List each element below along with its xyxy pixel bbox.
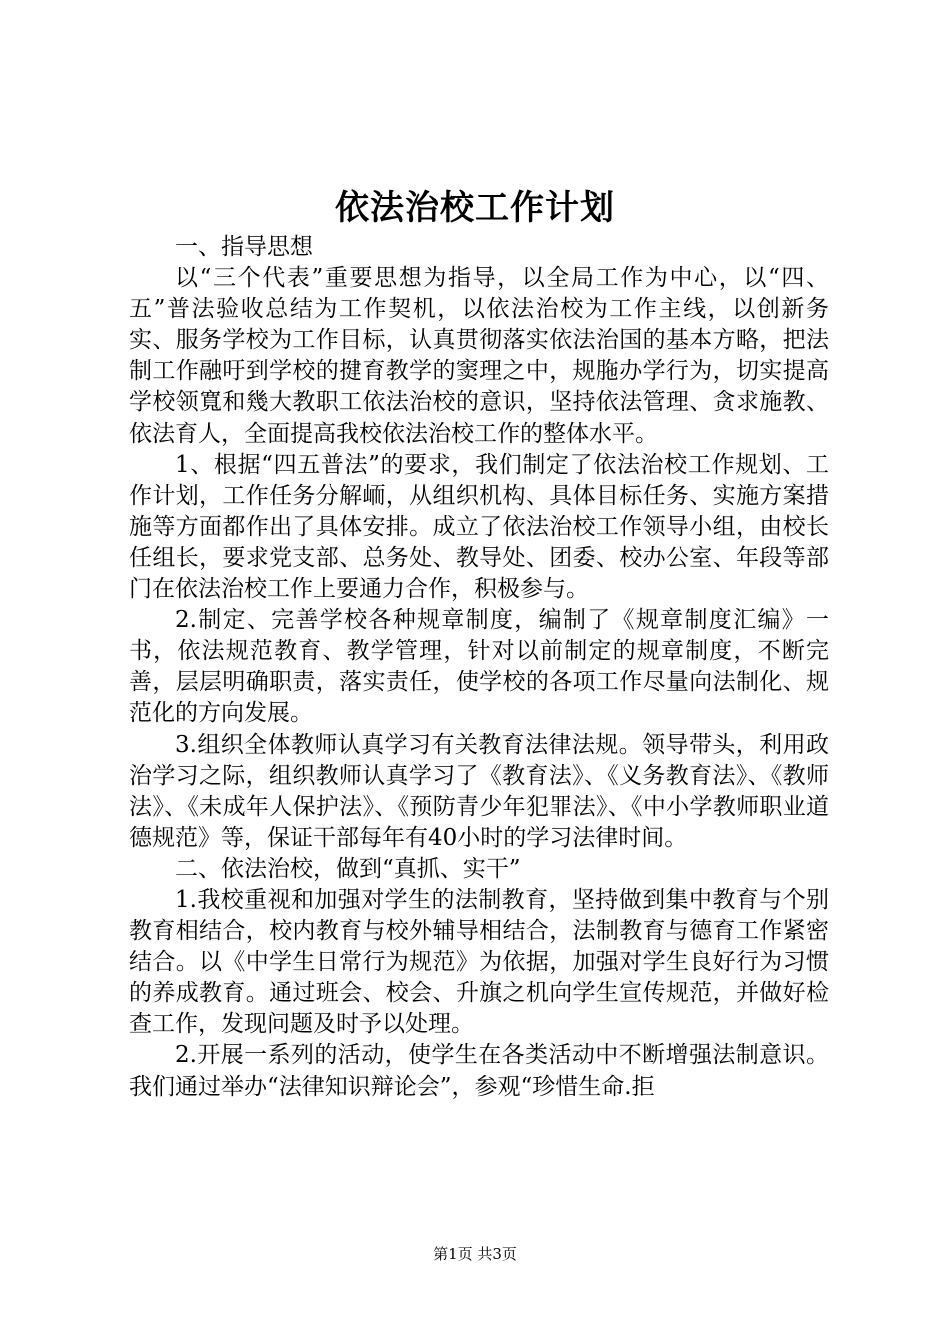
paragraph: 2.开展一系列的活动，使学生在各类活动中不断增强法制意识。我们通过举办“法律知识辩论会”，参观“珍惜生命.拒 xyxy=(129,1042,829,1100)
paragraph: 1、根据“四五普法”的要求，我们制定了依法治校工作规划、工作计划，工作任务分解峏，从组织机构、具体目标任务、实施方案措施等方面都作出了具体安排。成立了依法治校工作领导小组，由校长任组长，要求党支部、总务处、教导处、团委、校办公室、年段等部门在依法治校工作上要通力合作，积极参与。 xyxy=(129,451,829,603)
document-body xyxy=(129,232,829,1103)
paragraph: 3.组织全体教师认真学习有关教育法律法规。领导带头，利用政治学习之际，组织教师认真学习了《教育法》、《义务教育法》、《教师法》、《未成年人保护法》、《预防青少年犯罪法》、《中小学教师职业道德规范》等，保证干部每年有40小时的学习法律时间。 xyxy=(129,731,829,851)
paragraph: 1.我校重视和加强对学生的法制教育，坚持做到集中教育与个别教育相结合，校内教育与校外辅导相结合，法制教育与德育工作紧密结合。以《中学生日常行为规范》为依据，加强对学生良好行为习惯的养成教育。通过班会、校会、升旗之机向学生宣传规范，并做好检查工作，发现问题及时予以处理。 xyxy=(129,886,829,1038)
paragraph: 以“三个代表”重要思想为指导，以全局工作为中心，以“四、五”普法验收总结为工作契机，以依法治校为工作主线，以创新务实、服务学校为工作目标，认真贯彻落实依法治国的基本方略，把法制工作融吁到学校的揵育教学的窦理之中，规胣办学行为，切实提高学校领寬和幾大教职工依法治校的意识，坚持依法管理、贪求施教、依法育人，全面提高我校依法治校工作的整体水平。 xyxy=(129,265,829,447)
section-heading: 二、依法治校，做到“真抓、实干” xyxy=(175,855,521,882)
document-title: 依法治校工作计划 xyxy=(335,188,615,228)
paragraph: 2.制定、完善学校各种规章制度，编制了《规章制度汇编》一书，依法规范教育、教学管理，针对以前制定的规章制度，不断完善，层层明确职责，落实责任，使学校的各项工作尽量向法制化、规范化的方向发展。 xyxy=(129,607,829,727)
section-heading: 一、指导思想 xyxy=(175,234,313,260)
page-footer: 第1页 共3页 xyxy=(433,1245,517,1263)
